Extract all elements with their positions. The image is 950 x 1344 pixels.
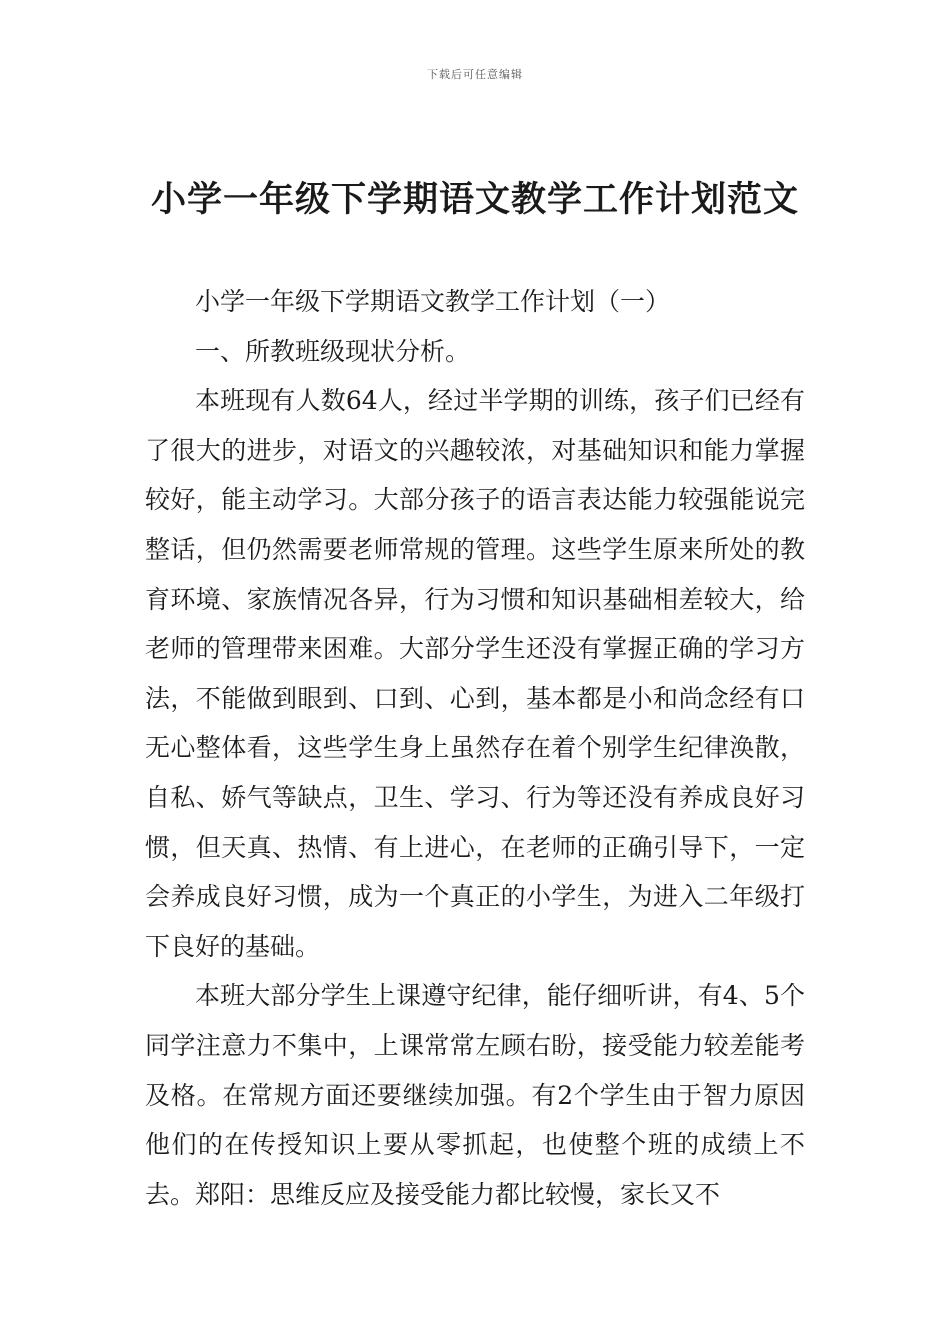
subsection-heading: 一、所教班级现状分析。 [195,336,471,366]
header-note: 下载后可任意编辑 [427,68,523,81]
document-title: 小学一年级下学期语文教学工作计划范文 [150,180,799,220]
body-paragraph: 本班大部分学生上课遵守纪律，能仔细听讲，有4、5个同学注意力不集中，上课常常左顾右盼，接受能力较差能考及格。在常规方面还要继续加强。有2个学生由于智力原因他们的在传授知识上要从零抓起，也使整个班的成绩上不去。郑阳：思维反应及接受能力都比较慢，家长又不 [145,981,805,1209]
body-paragraph: 本班现有人数64人，经过半学期的训练，孩子们已经有了很大的进步，对语文的兴趣较浓，对基础知识和能力掌握较好，能主动学习。大部分孩子的语言表达能力较强能说完整话，但仍然需要老师常规的管理。这些学生原来所处的教育环境、家族情况各异，行为习惯和知识基础相差较大，给老师的管理带来困难。大部分学生还没有掌握正确的学习方法，不能做到眼到、口到、心到，基本都是小和尚念经有口无心整体看，这些学生身上虽然存在着个别学生纪律涣散，自私、娇气等缺点，卫生、学习、行为等还没有养成良好习惯，但天真、热情、有上进心，在老师的正确引导下，一定会养成良好习惯，成为一个真正的小学生，为进入二年级打下良好的基础。 [145,386,805,961]
document-body [145,277,805,1219]
section-heading: 小学一年级下学期语文教学工作计划（一） [195,287,671,316]
